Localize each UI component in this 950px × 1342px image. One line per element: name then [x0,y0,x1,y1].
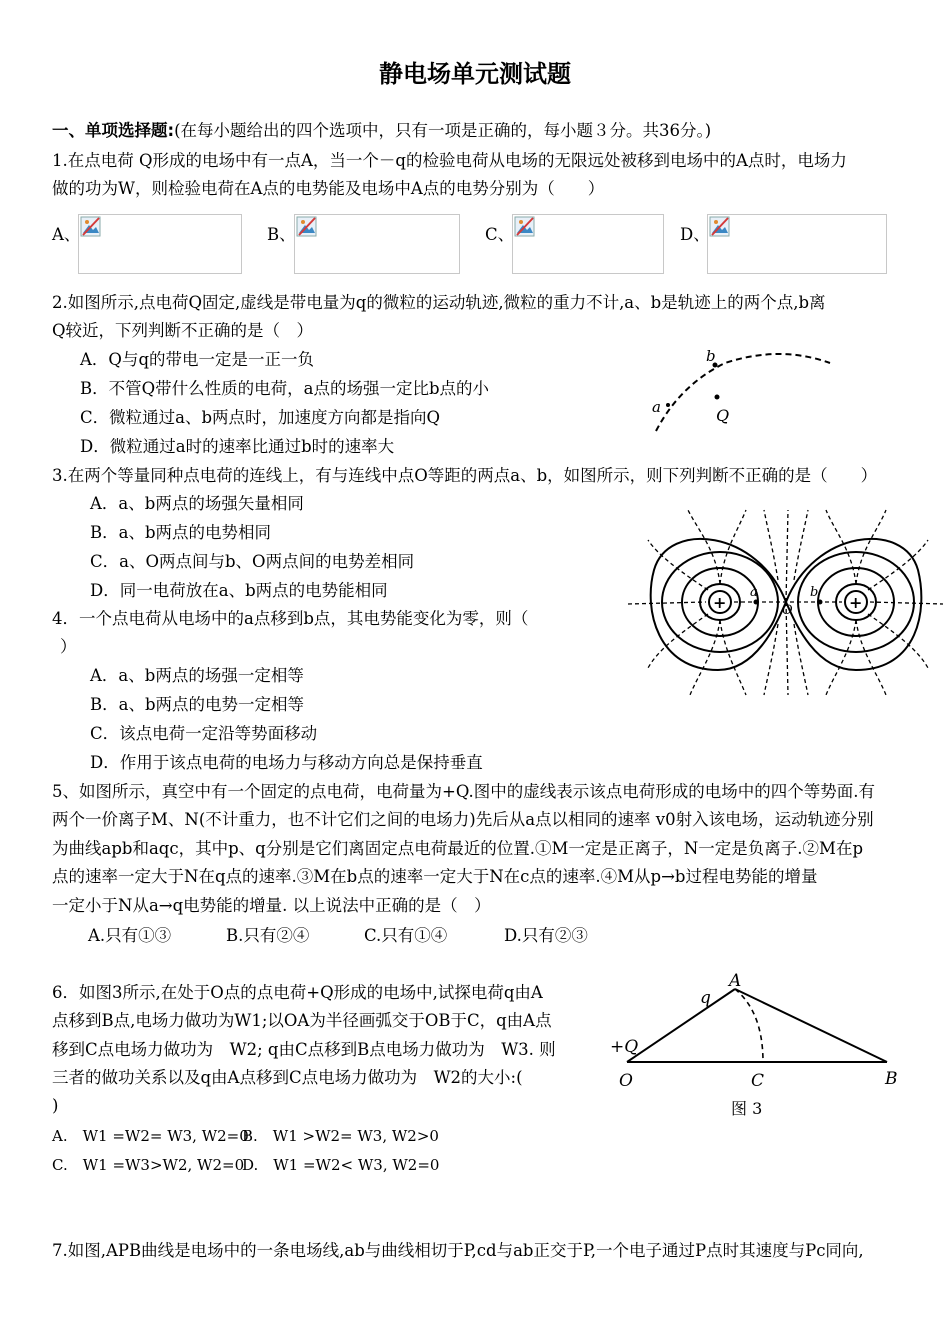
q2-line2: Q较近，下列判断不正确的是（ ） [52,321,314,340]
q5-line1: 5、如图所示，真空中有一个固定的点电荷，电荷量为+Q.图中的虚线表示该点电荷形成的电场中的四个等势面.有 [52,782,876,801]
q2-line1: 2.如图所示,点电荷Q固定,虚线是带电量为q的微粒的运动轨迹,微粒的重力不计,a、b是轨迹上的两个点,b离 [52,293,826,312]
q1-option-a-label: A、 [52,225,81,244]
q6-option-a: A. W1 =W2= W3, W2=0 [52,1127,249,1145]
q6-fig-label-q: q [700,988,711,1008]
q6-fig-label-a: A [729,971,742,991]
q2-option-b: B．不管Q带什么性质的电荷，a点的场强一定比b点的小 [80,379,490,398]
q3-field-figure [628,510,943,695]
q2-option-a: A．Q与q的带电一定是一正一负 [80,350,315,369]
q2-option-c: C．微粒通过a、b两点时，加速度方向都是指向Q [80,408,441,427]
q3-option-b: B．a、b两点的电势相同 [90,523,272,542]
q4-line1: 4．一个点电荷从电场中的a点移到b点，其电势能变化为零，则（ [52,609,529,628]
q5-line3: 为曲线apb和aqc，其中p、q分别是它们离固定点电荷最近的位置.①M一定是正离子，N一定是负离子.②M在p [52,839,864,858]
q6-line2: 点移到B点,电场力做功为W1;以OA为半径画弧交于OB于C，q由A点 [52,1011,552,1030]
q6-option-d: D. W1 =W2< W3, W2=0 [242,1156,440,1174]
q4-option-b: B．a、b两点的电势一定相等 [90,695,305,714]
section-heading-note: (在每小题给出的四个选项中，只有一项是正确的，每小题３分。共36分。) [174,121,712,140]
q5-option-a: A.只有①③ [88,926,172,945]
q2-option-d: D．微粒通过a时的速率比通过b时的速率大 [80,437,395,456]
q6-line4: 三者的做功关系以及q由A点移到C点电场力做功为 W2的大小:( [52,1068,523,1087]
q4-option-c: C．该点电荷一定沿等势面移动 [90,724,318,743]
q5-line4: 点的速率一定大于N在q点的速率.③M在b点的速率一定大于N在c点的速率.④M从p→b过程电势能的增量 [52,867,818,886]
q2-fig-label-b: b [706,347,716,365]
broken-image-icon [296,216,318,238]
q1-line1: 1.在点电荷 Q形成的电场中有一点A，当一个－q的检验电荷从电场的无限远处被移到电场中的A点时，电场力 [52,151,847,170]
q6-option-b: B. W1 >W2= W3, W2>0 [242,1127,439,1145]
q3-fig-label-o: O [782,603,793,618]
q5-line2: 两个一价离子M、N(不计重力，也不计它们之间的电场力)先后从a点以相同的速率 v0射入该电场，运动轨迹分别 [52,810,874,829]
q3-option-c: C．a、O两点间与b、O两点间的电势差相同 [90,552,415,571]
q6-fig-label-b: B [885,1069,898,1089]
q6-line5: ) [52,1096,59,1115]
q6-line1: 6．如图3所示,在处于O点的点电荷+Q形成的电场中,试探电荷q由A [52,983,543,1002]
q3-fig-label-b: b [810,585,819,600]
q6-option-c: C. W1 =W3>W2, W2=0 [52,1156,245,1174]
section-heading [52,120,711,142]
q1-option-a-image [78,214,242,274]
q4-option-a: A．a、b两点的场强一定相等 [90,666,304,685]
q6-fig-label-c: C [751,1071,765,1091]
q6-fig-label-o: O [619,1071,633,1091]
q5-option-d: D.只有②③ [504,926,588,945]
q6-fig-caption: 图 3 [731,1099,763,1118]
section-heading-label: 一、单项选择题: [52,121,175,140]
q7-line1: 7.如图,APB曲线是电场中的一条电场线,ab与曲线相切于P,cd与ab正交于P,一个电子通过P点时其速度与Pc同向, [52,1241,864,1260]
q1-option-b-image [294,214,460,274]
q5-option-c: C.只有①④ [364,926,448,945]
q1-option-c-label: C、 [485,225,515,244]
broken-image-icon [514,216,536,238]
q3-option-a: A．a、b两点的场强矢量相同 [90,494,304,513]
q1-line2: 做的功为W，则检验电荷在A点的电势能及电场中A点的电势分别为（ ） [52,179,605,198]
q3-fig-charge-left: + [713,593,727,612]
q3-option-d: D．同一电荷放在a、b两点的电势能相同 [90,581,388,600]
q3-fig-label-a: a [750,585,758,600]
page-title: 静电场单元测试题 [379,60,571,88]
q6-line3: 移到C点电场力做功为 W2; q由C点移到B点电场力做功为 W3. 则 [52,1040,556,1059]
q6-fig-label-plusq: +Q [610,1037,639,1057]
q5-line5: 一定小于N从a→q电势能的增量. 以上说法中正确的是（ ） [52,896,491,915]
q1-option-b-label: B、 [267,225,296,244]
q2-fig-label-a: a [652,398,661,416]
q2-trajectory-figure [640,345,840,440]
q6-triangle-figure [605,972,915,1122]
q2-fig-label-q: Q [716,406,730,425]
q4-line2: ） [60,637,77,656]
q1-option-d-label: D、 [680,225,710,244]
q4-option-d: D．作用于该点电荷的电场力与移动方向总是保持垂直 [90,753,483,772]
q3-fig-charge-right: + [849,593,863,612]
q1-option-d-image [707,214,887,274]
broken-image-icon [80,216,102,238]
q3-line1: 3.在两个等量同种点电荷的连线上，有与连线中点O等距的两点a、b，如图所示，则下列判断不正确的是（ ） [52,466,878,485]
broken-image-icon [709,216,731,238]
q5-option-b: B.只有②④ [226,926,310,945]
